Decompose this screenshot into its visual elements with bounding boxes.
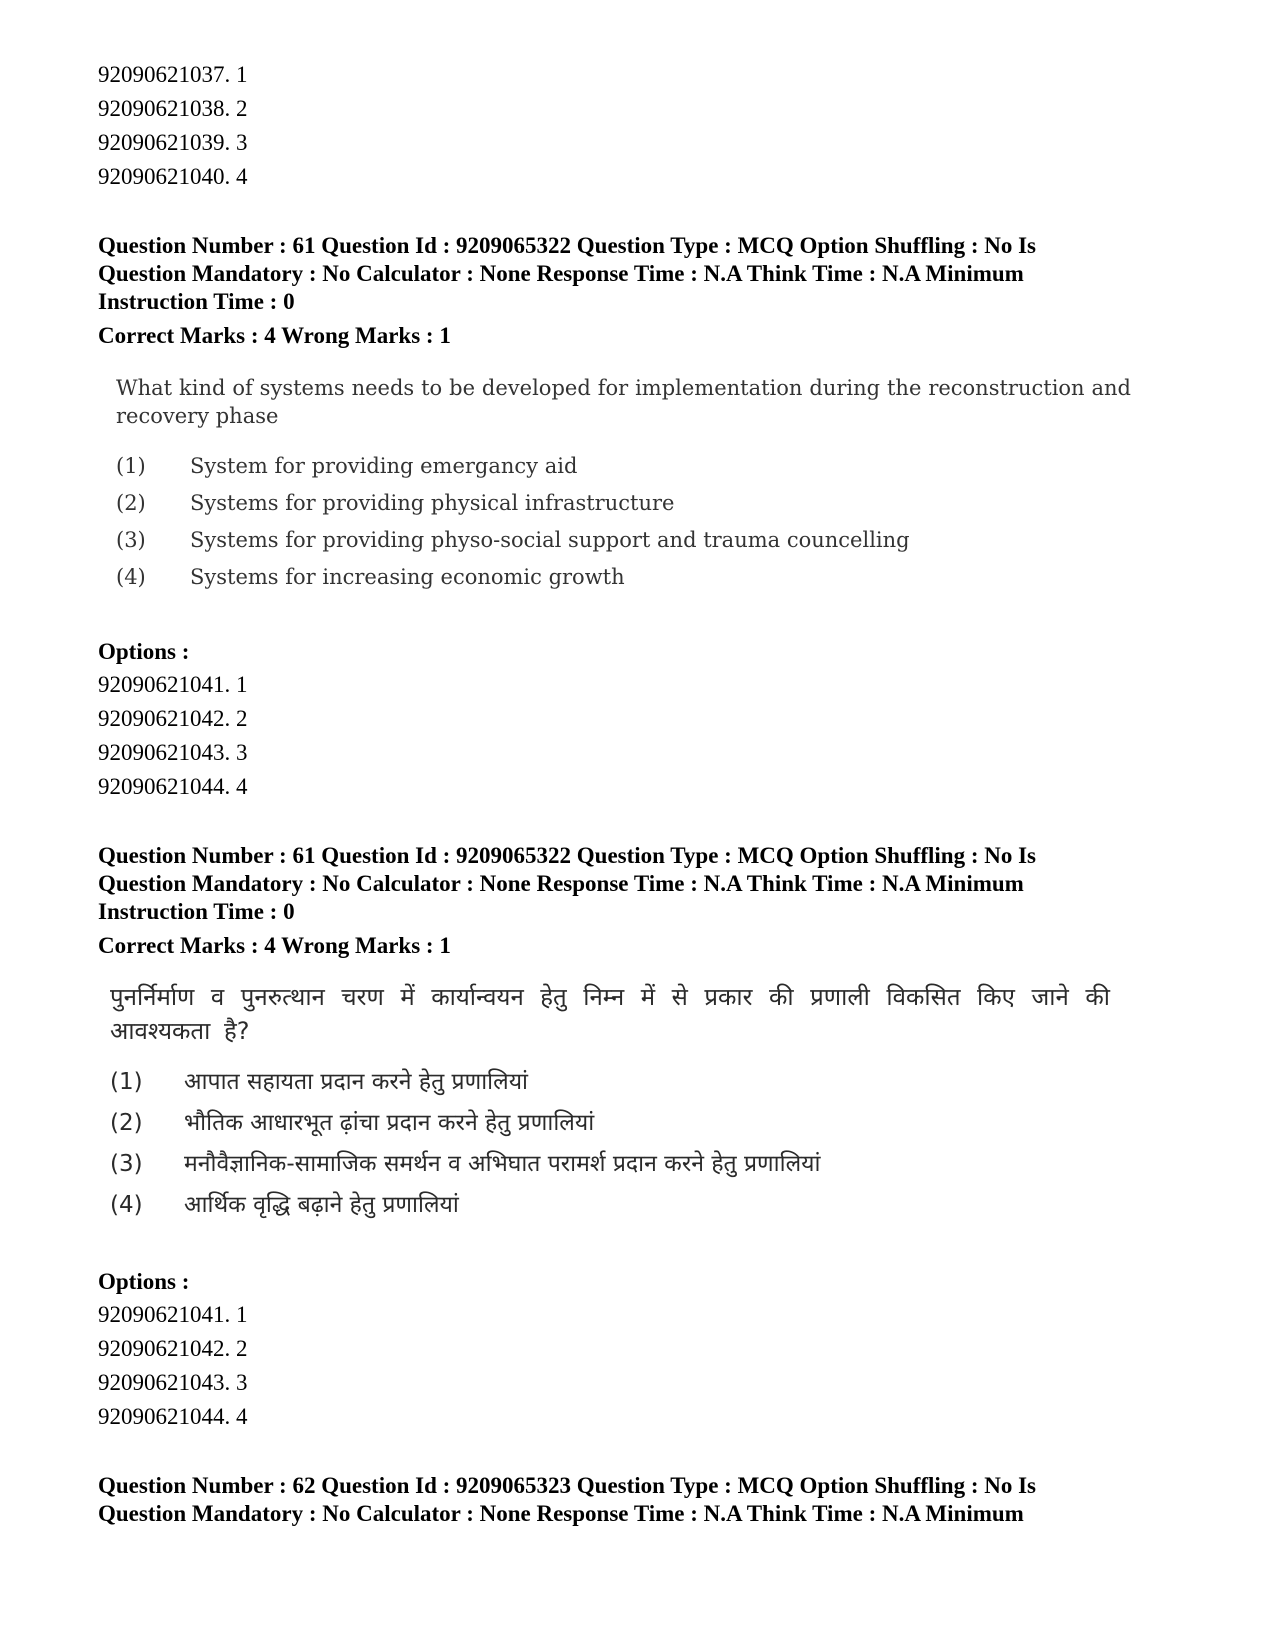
choice-number: (2): [110, 1110, 143, 1136]
document-page: [98, 58, 1188, 1528]
options-heading: Options :: [98, 1269, 190, 1294]
question-image-english: [116, 374, 1131, 596]
option-line: 92090621043. 3: [98, 740, 248, 765]
choice-text: System for providing emergancy aid: [190, 454, 578, 478]
question-meta: [98, 1472, 1188, 1528]
question-marks: Correct Marks : 4 Wrong Marks : 1: [98, 933, 451, 958]
question-block-english: [98, 232, 1188, 804]
option-line: 92090621044. 4: [98, 774, 248, 799]
question-choice: [110, 1144, 1110, 1185]
option-line: 92090621042. 2: [98, 706, 248, 731]
question-choices: [110, 1062, 1110, 1226]
option-line: 92090621040. 4: [98, 164, 248, 189]
question-meta-line: Instruction Time : 0: [98, 899, 295, 924]
choice-text: Systems for increasing economic growth: [190, 565, 625, 589]
option-line: 92090621038. 2: [98, 96, 248, 121]
options-heading: Options :: [98, 639, 190, 664]
choice-number: (3): [116, 528, 146, 552]
question-choice: [116, 559, 1131, 596]
question-choice: [110, 1062, 1110, 1103]
choice-text: आपात सहायता प्रदान करने हेतु प्रणालियां: [184, 1069, 529, 1095]
top-options-list: [98, 58, 1188, 194]
choice-number: (4): [110, 1192, 143, 1218]
option-line: 92090621037. 1: [98, 62, 248, 87]
option-line: 92090621044. 4: [98, 1404, 248, 1429]
choice-number: (4): [116, 565, 146, 589]
option-line: 92090621043. 3: [98, 1370, 248, 1395]
question-meta-line: Question Mandatory : No Calculator : None Response Time : N.A Think Time : N.A Minimum: [98, 871, 1024, 896]
question-choices: [116, 448, 1131, 596]
option-line: 92090621041. 1: [98, 672, 248, 697]
question-stem: पुनर्निर्माण व पुनरुत्थान चरण में कार्यान्वयन हेतु निम्न में से प्रकार की प्रणाली विकसित किए जाने की आवश्यकता है?: [110, 983, 1110, 1045]
choice-number: (3): [110, 1151, 143, 1177]
question-image-hindi: [110, 980, 1110, 1226]
question-choice: [116, 522, 1131, 559]
question-meta: [98, 232, 1188, 316]
question-meta-line: Question Number : 62 Question Id : 9209065323 Question Type : MCQ Option Shuffling : No Is: [98, 1473, 1037, 1498]
option-line: 92090621042. 2: [98, 1336, 248, 1361]
question-choice: [110, 1103, 1110, 1144]
question-block-next: [98, 1472, 1188, 1528]
option-line: 92090621041. 1: [98, 1302, 248, 1327]
choice-text: आर्थिक वृद्धि बढ़ाने हेतु प्रणालियां: [184, 1192, 459, 1218]
question-stem: What kind of systems needs to be developed for implementation during the reconstruction and recovery phase: [116, 376, 1131, 428]
question-meta-line: Question Mandatory : No Calculator : None Response Time : N.A Think Time : N.A Minimum: [98, 261, 1024, 286]
options-list: [98, 668, 1188, 804]
question-marks: Correct Marks : 4 Wrong Marks : 1: [98, 323, 451, 348]
question-choice: [116, 485, 1131, 522]
choice-number: (2): [116, 491, 146, 515]
choice-text: Systems for providing physo-social support and trauma councelling: [190, 528, 910, 552]
option-line: 92090621039. 3: [98, 130, 248, 155]
question-meta-line: Instruction Time : 0: [98, 289, 295, 314]
choice-text: मनौवैज्ञानिक-सामाजिक समर्थन व अभिघात परामर्श प्रदान करने हेतु प्रणालियां: [184, 1151, 821, 1177]
choice-number: (1): [116, 454, 146, 478]
choice-text: Systems for providing physical infrastructure: [190, 491, 675, 515]
choice-number: (1): [110, 1069, 143, 1095]
question-meta-line: Question Number : 61 Question Id : 9209065322 Question Type : MCQ Option Shuffling : No Is: [98, 233, 1037, 258]
question-meta-line: Question Number : 61 Question Id : 9209065322 Question Type : MCQ Option Shuffling : No Is: [98, 843, 1037, 868]
choice-text: भौतिक आधारभूत ढ़ांचा प्रदान करने हेतु प्रणालियां: [184, 1110, 595, 1136]
question-meta-line: Question Mandatory : No Calculator : None Response Time : N.A Think Time : N.A Minimum: [98, 1501, 1024, 1526]
question-meta: [98, 842, 1188, 926]
question-choice: [110, 1185, 1110, 1226]
question-choice: [116, 448, 1131, 485]
options-list: [98, 1298, 1188, 1434]
question-block-hindi: [98, 842, 1188, 1434]
